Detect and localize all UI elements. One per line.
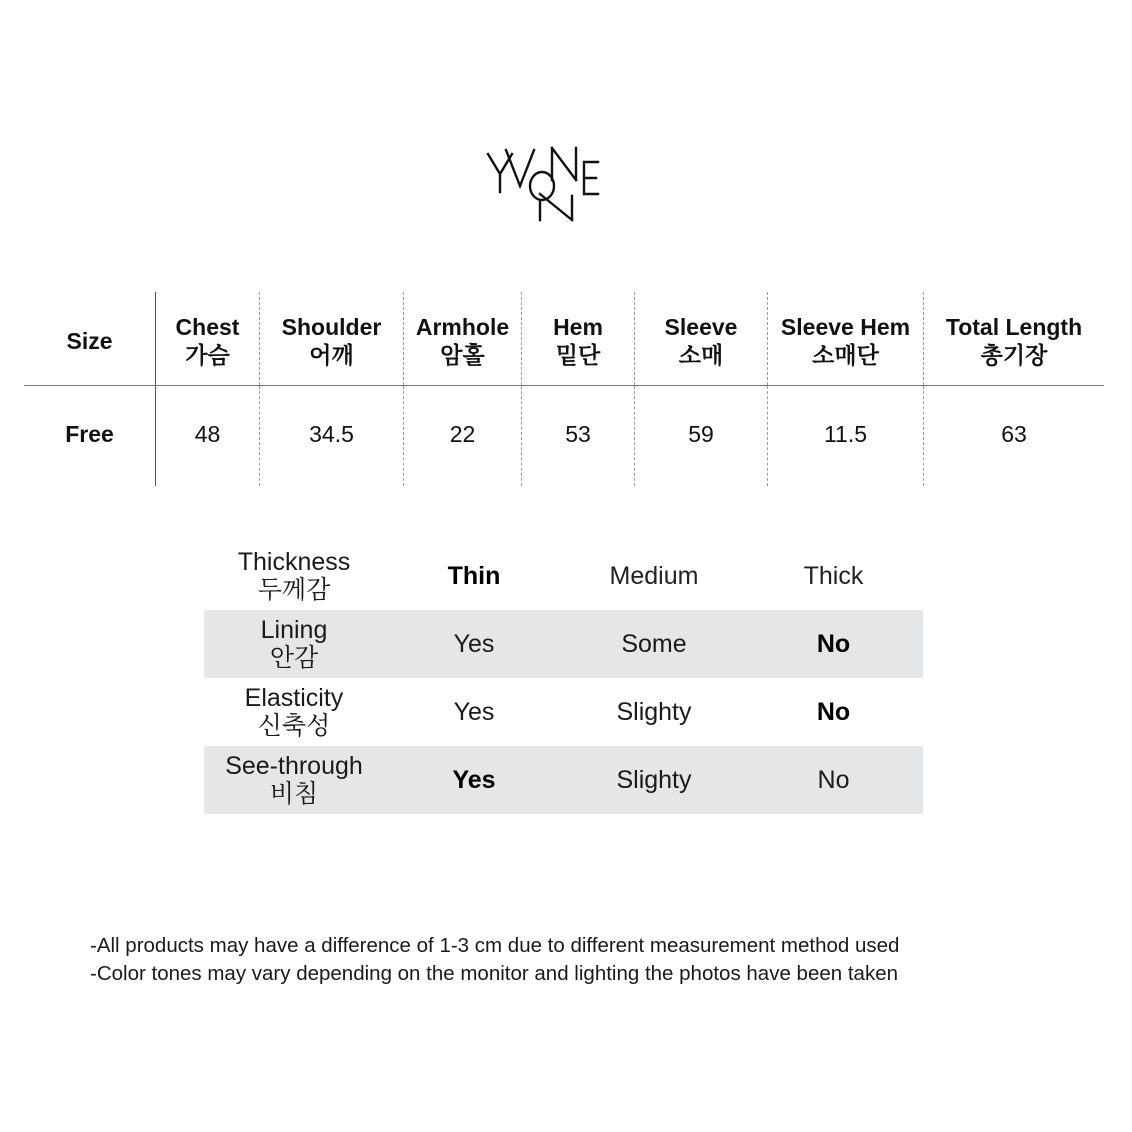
fabric-properties-table — [204, 542, 923, 814]
total-length-value: 63 — [923, 386, 1104, 486]
header-shoulder — [259, 292, 403, 385]
hem-value: 53 — [521, 386, 634, 486]
fabric-option: Yes — [452, 766, 496, 794]
header-armhole-ko: 암홀 — [440, 341, 485, 368]
fabric-option: Yes — [453, 630, 495, 658]
header-hem-ko: 밑단 — [555, 341, 601, 368]
header-armhole — [403, 292, 521, 385]
header-sleeve-hem — [767, 292, 923, 385]
size-chart-table — [24, 292, 1104, 486]
fabric-label-ko: 비침 — [269, 780, 319, 808]
header-sleeve-hem-ko: 소매단 — [812, 341, 879, 368]
fabric-label-en: Lining — [260, 616, 328, 644]
fabric-option: No — [816, 698, 851, 726]
fabric-option: Slighty — [616, 698, 692, 726]
fabric-option: Slighty — [616, 766, 692, 794]
fabric-label-see-through — [204, 746, 384, 814]
header-total-length-ko: 총기장 — [980, 341, 1048, 368]
fabric-option: No — [817, 766, 850, 794]
fabric-label-ko: 두께감 — [257, 576, 331, 604]
fabric-label-ko: 신축성 — [257, 712, 331, 740]
header-size-label: Size — [66, 327, 113, 354]
fabric-label-thickness — [204, 542, 384, 610]
size-row-free — [24, 386, 1104, 486]
fabric-label-en: Thickness — [237, 548, 351, 576]
chest-value: 48 — [155, 386, 259, 486]
size-chart-header-row — [24, 292, 1104, 386]
size-value: Free — [65, 421, 114, 447]
disclaimer-notes — [90, 932, 899, 988]
fabric-option: Medium — [609, 562, 699, 590]
header-sleeve-en: Sleeve — [664, 313, 738, 340]
header-shoulder-ko: 어깨 — [309, 341, 354, 368]
header-sleeve-ko: 소매 — [678, 341, 724, 368]
fabric-label-elasticity — [204, 678, 384, 746]
sleeve-value: 59 — [634, 386, 767, 486]
fabric-option: Thick — [803, 562, 864, 590]
header-total-length-en: Total Length — [945, 313, 1083, 340]
fabric-label-ko: 안감 — [269, 644, 319, 672]
header-total-length — [923, 292, 1104, 385]
fabric-label-lining — [204, 610, 384, 678]
fabric-label-en: Elasticity — [244, 684, 344, 712]
fabric-row-thickness — [204, 542, 923, 610]
fabric-row-lining — [204, 610, 923, 678]
header-sleeve-hem-en: Sleeve Hem — [780, 313, 911, 340]
header-chest-en: Chest — [175, 313, 240, 340]
header-shoulder-en: Shoulder — [281, 313, 382, 340]
armhole-value: 22 — [403, 386, 521, 486]
fabric-label-en: See-through — [225, 752, 363, 780]
note-color: -Color tones may vary depending on the monitor and lighting the photos have been taken — [90, 962, 898, 985]
header-armhole-en: Armhole — [415, 313, 510, 340]
fabric-option: No — [816, 630, 851, 658]
note-measurement: -All products may have a difference of 1-3 cm due to different measurement method used — [90, 934, 900, 957]
sleeve-hem-value: 11.5 — [767, 386, 923, 486]
shoulder-value: 34.5 — [259, 386, 403, 486]
header-hem-en: Hem — [553, 313, 603, 340]
fabric-row-see-through — [204, 746, 923, 814]
header-chest — [155, 292, 259, 385]
fabric-row-elasticity — [204, 678, 923, 746]
header-size — [24, 292, 155, 385]
header-chest-ko: 가슴 — [185, 341, 230, 368]
yvonne-logo-mark — [480, 140, 620, 230]
fabric-option: Some — [621, 630, 687, 658]
header-sleeve — [634, 292, 767, 385]
fabric-option: Thin — [447, 562, 501, 590]
fabric-option: Yes — [453, 698, 495, 726]
header-hem — [521, 292, 634, 385]
brand-logo — [480, 140, 620, 230]
